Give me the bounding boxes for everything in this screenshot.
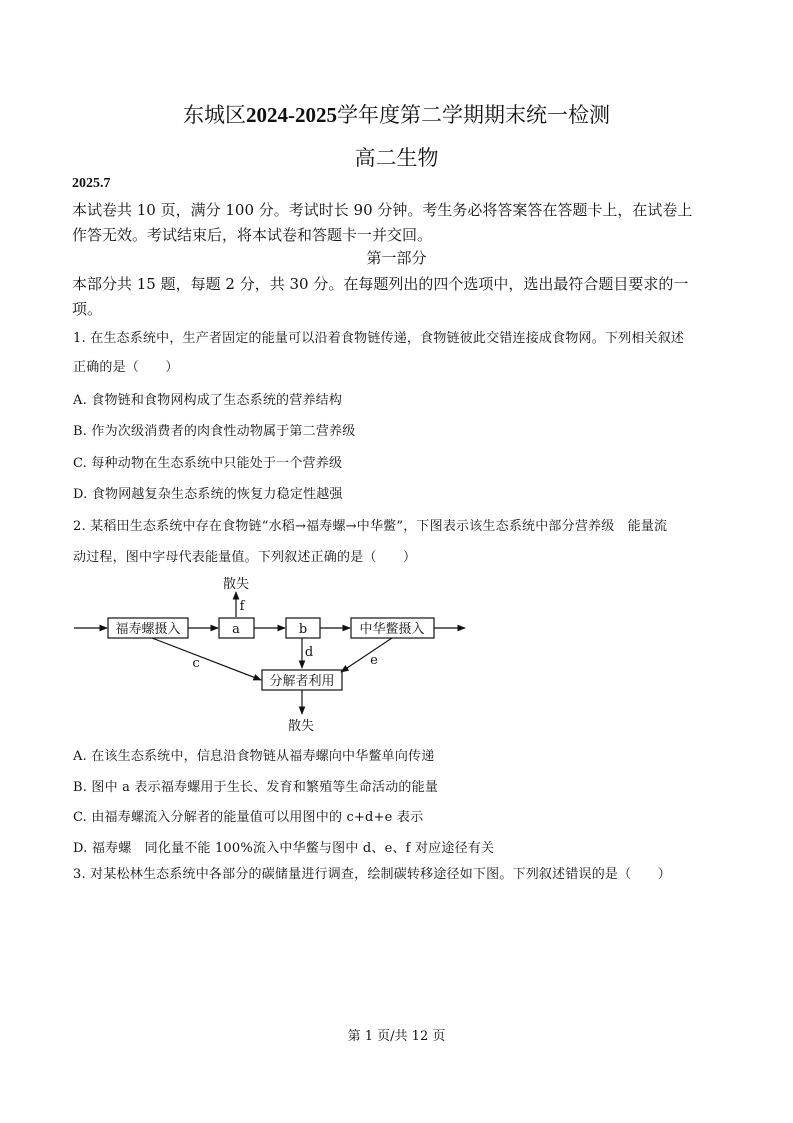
title-prefix: 东城区 [183,103,246,127]
q1-option-d: D. 食物网越复杂生态系统的恢复力稳定性越强 [73,487,343,502]
label-e: e [370,653,378,668]
label-zhonghua: 中华鳖摄入 [359,622,425,637]
intro-line-2: 作答无效。考试结束后，将本试卷和答题卡一并交回。 [72,226,433,244]
q1-option-b: B. 作为次级消费者的肉食性动物属于第二营养级 [73,424,356,439]
label-fenjie: 分解者利用 [269,674,335,689]
q2-option-a: A. 在该生态系统中，信息沿食物链从福寿螺向中华鳖单向传递 [73,749,435,764]
exam-date: 2025.7 [72,176,111,191]
label-sanshi-top: 散失 [222,577,250,592]
section-desc-1: 本部分共 15 题，每题 2 分，共 30 分。在每题列出的四个选项中，选出最符合题目要求的一 [72,275,689,293]
label-d: d [304,645,314,660]
q2-stem-1: 2. 某稻田生态系统中存在食物链“水稻→福寿螺→中华鳖”，下图表示该生态系统中部分营养级 能量流 [73,519,668,534]
q2-option-c: C. 由福寿螺流入分解者的能量值可以用图中的 c+d+e 表示 [73,810,424,825]
q1-option-a: A. 食物链和食物网构成了生态系统的营养结构 [73,393,343,408]
title-suffix: 学年度第二学期期末统一检测 [337,103,610,127]
title-year: 2024-2025 [246,103,337,127]
intro-line-1: 本试卷共 10 页，满分 100 分。考试时长 90 分钟。考生务必将答案答在答题卡上，在试卷上 [72,201,693,219]
label-a: a [232,622,240,637]
page-title [0,99,793,129]
energy-flow-diagram [0,570,793,740]
q1-option-c: C. 每种动物在生态系统中只能处于一个营养级 [73,456,343,471]
q2-option-d: D. 福寿螺 同化量不能 100%流入中华鳖与图中 d、e、f 对应途径有关 [73,841,495,856]
q1-stem-2: 正确的是（ ） [73,360,179,375]
q1-stem-1: 1. 在生态系统中，生产者固定的能量可以沿着食物链传递，食物链彼此交错连接成食物网。下列相关叙述 [73,331,685,346]
q2-stem-2: 动过程，图中字母代表能量值。下列叙述正确的是（ ） [73,550,417,565]
arrow-e [341,638,392,672]
label-b: b [298,622,308,637]
label-c: c [192,656,200,671]
q3-stem-1: 3. 对某松林生态系统中各部分的碳储量进行调查，绘制碳转移途径如下图。下列叙述错误的是（ ） [73,867,671,882]
label-sanshi-bottom: 散失 [287,719,315,734]
arrow-c [152,638,261,680]
section-desc-2: 项。 [72,300,103,318]
page-subtitle: 高二生物 [354,146,439,170]
label-fushou: 福寿螺摄入 [115,622,181,637]
label-f: f [239,599,245,614]
section-title: 第一部分 [366,249,427,267]
page-footer: 第 1 页/共 12 页 [347,1029,446,1044]
q2-option-b: B. 图中 a 表示福寿螺用于生长、发育和繁殖等生命活动的能量 [73,780,439,795]
